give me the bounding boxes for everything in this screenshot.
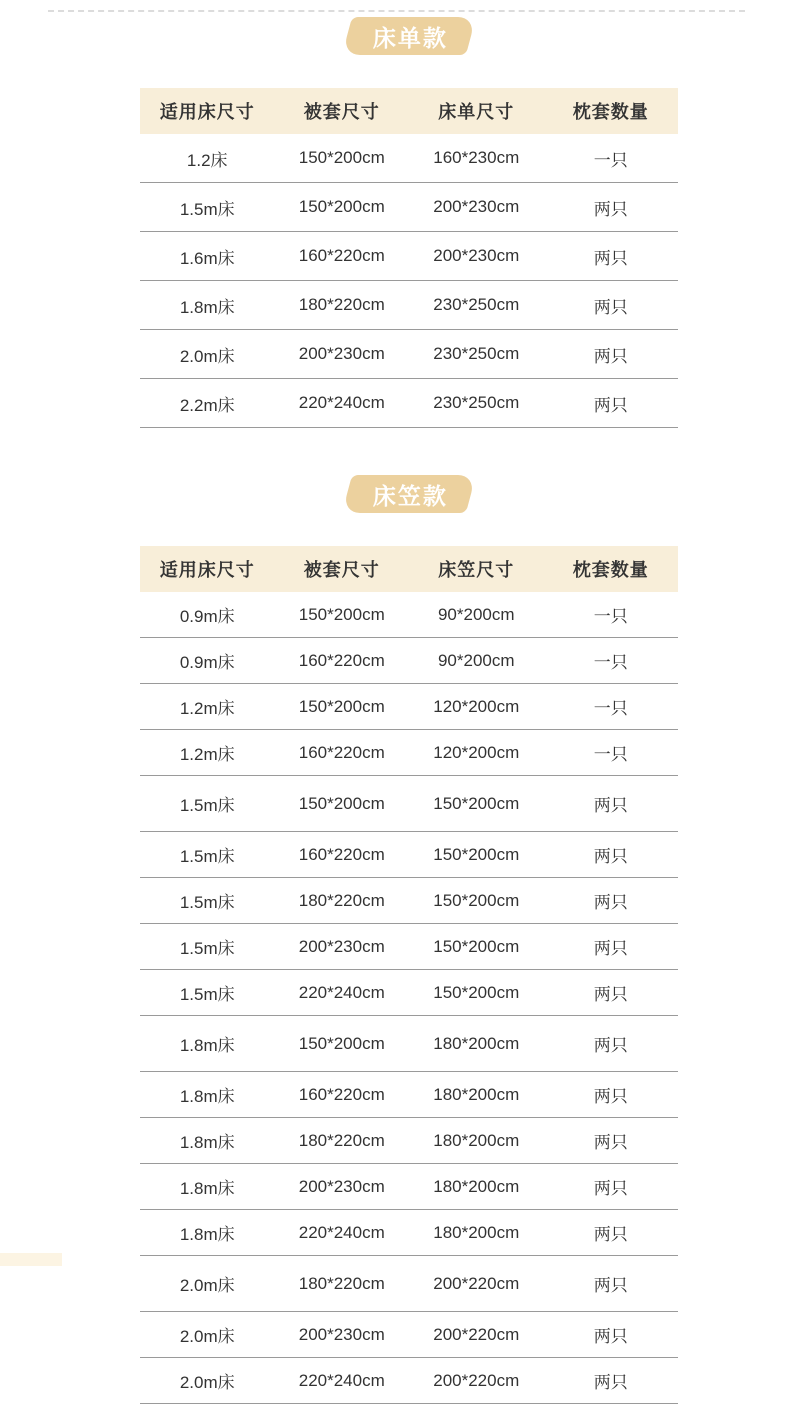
table-cell: 120*200cm: [433, 696, 520, 716]
table-cell: 200*230cm: [298, 936, 385, 956]
table-cell: 200*230cm: [298, 344, 385, 363]
table-cell: 两只: [593, 199, 628, 219]
table-cell: 180*200cm: [433, 1033, 520, 1053]
table-header-row: [140, 88, 678, 134]
table-cell: 200*230cm: [298, 1324, 385, 1344]
table-cell: 两只: [593, 1276, 628, 1295]
table-cell: 200*220cm: [433, 1370, 520, 1390]
table-cell: 160*220cm: [298, 246, 385, 265]
table-row: [140, 924, 678, 970]
table-body: [140, 134, 678, 428]
table-row: [140, 638, 678, 684]
style-badge-label: 床单款: [372, 24, 448, 51]
table-cell: 180*220cm: [298, 295, 385, 314]
table-cell: 两只: [593, 847, 628, 866]
table-cell: 两只: [593, 1087, 628, 1106]
header-cell: 枕套数量: [572, 560, 649, 580]
table-cell: 160*220cm: [298, 1084, 385, 1104]
table-row: [140, 832, 678, 878]
size-table: [140, 475, 678, 1404]
style-badge-wrap: [140, 17, 678, 55]
table-cell: 两只: [593, 1225, 628, 1244]
table-cell: 120*200cm: [433, 742, 520, 762]
table-cell: 150*200cm: [433, 890, 520, 910]
table-cell: 180*200cm: [433, 1176, 520, 1196]
table-cell: 一只: [593, 607, 628, 626]
table-cell: 1.2床: [186, 150, 228, 170]
header-cell: 枕套数量: [572, 102, 649, 122]
table-cell: 230*250cm: [433, 295, 520, 314]
table-cell: 1.2m床: [179, 745, 235, 764]
table-cell: 一只: [593, 150, 628, 170]
table-row: [140, 684, 678, 730]
table-cell: 200*230cm: [433, 246, 520, 265]
table-cell: 150*200cm: [298, 148, 385, 167]
table-cell: 160*230cm: [433, 148, 520, 167]
style-badge-wrap: [140, 475, 678, 513]
table-row: [140, 1210, 678, 1256]
table-cell: 220*240cm: [298, 1222, 385, 1242]
header-cell: 被套尺寸: [303, 560, 380, 580]
table-cell: 150*200cm: [298, 793, 385, 813]
table-cell: 1.8m床: [179, 1133, 235, 1152]
table-cell: 两只: [593, 796, 628, 815]
header-cell: 被套尺寸: [303, 102, 380, 122]
left-accent-bar: [0, 1253, 62, 1266]
table-body: [140, 592, 678, 1404]
table-cell: 160*220cm: [298, 650, 385, 670]
table-cell: 一只: [593, 653, 628, 672]
table-row: [140, 1312, 678, 1358]
table-cell: 200*230cm: [298, 1176, 385, 1196]
table-row: [140, 1358, 678, 1404]
table-row: [140, 1164, 678, 1210]
size-table: [140, 17, 678, 428]
table-cell: 90*200cm: [437, 650, 515, 670]
table-cell: 两只: [593, 1373, 628, 1392]
table-cell: 1.5m床: [179, 199, 235, 219]
table-row: [140, 730, 678, 776]
table-row: [140, 592, 678, 638]
table-cell: 1.5m床: [179, 796, 235, 815]
table-cell: 230*250cm: [433, 344, 520, 363]
table-row: [140, 281, 678, 330]
table-cell: 180*200cm: [433, 1222, 520, 1242]
table-cell: 两只: [593, 297, 628, 317]
header-cell: 适用床尺寸: [159, 560, 255, 580]
table-cell: 0.9m床: [179, 607, 235, 626]
table-cell: 两只: [593, 248, 628, 268]
table-cell: 180*220cm: [298, 1273, 385, 1293]
table-row: [140, 1256, 678, 1312]
table-row: [140, 134, 678, 183]
table-cell: 2.0m床: [179, 346, 235, 366]
table-header-row: [140, 546, 678, 592]
table-row: [140, 1072, 678, 1118]
table-cell: 两只: [593, 395, 628, 415]
table-cell: 1.8m床: [179, 1179, 235, 1198]
table-cell: 160*220cm: [298, 742, 385, 762]
table-cell: 1.8m床: [179, 1087, 235, 1106]
table-row: [140, 776, 678, 832]
table-cell: 150*200cm: [433, 936, 520, 956]
table-cell: 1.8m床: [179, 1225, 235, 1244]
table-cell: 2.0m床: [179, 1327, 235, 1346]
table-cell: 两只: [593, 346, 628, 366]
table-cell: 1.6m床: [179, 248, 235, 268]
table-cell: 1.5m床: [179, 985, 235, 1004]
style-badge: [342, 475, 476, 513]
table-cell: 0.9m床: [179, 653, 235, 672]
table-cell: 2.0m床: [179, 1276, 235, 1295]
table-cell: 160*220cm: [298, 844, 385, 864]
header-cell: 床笠尺寸: [438, 560, 515, 580]
table-cell: 180*220cm: [298, 890, 385, 910]
table-cell: 两只: [593, 1327, 628, 1346]
table-cell: 180*200cm: [433, 1130, 520, 1150]
table-cell: 一只: [593, 745, 628, 764]
table-cell: 一只: [593, 699, 628, 718]
table-cell: 两只: [593, 985, 628, 1004]
table-cell: 200*230cm: [433, 197, 520, 216]
table-cell: 180*220cm: [298, 1130, 385, 1150]
table-row: [140, 970, 678, 1016]
table-row: [140, 1016, 678, 1072]
table-cell: 150*200cm: [298, 696, 385, 716]
table-cell: 150*200cm: [298, 197, 385, 216]
table-cell: 1.2m床: [179, 699, 235, 718]
table-cell: 200*220cm: [433, 1273, 520, 1293]
table-cell: 两只: [593, 1179, 628, 1198]
table-cell: 两只: [593, 939, 628, 958]
table-cell: 220*240cm: [298, 393, 385, 412]
table-cell: 2.2m床: [179, 395, 235, 415]
table-cell: 两只: [593, 893, 628, 912]
table-cell: 1.8m床: [179, 1036, 235, 1055]
table-cell: 1.5m床: [179, 893, 235, 912]
table-cell: 两只: [593, 1036, 628, 1055]
table-row: [140, 330, 678, 379]
table-row: [140, 183, 678, 232]
table-cell: 200*220cm: [433, 1324, 520, 1344]
table-cell: 150*200cm: [433, 844, 520, 864]
table-cell: 90*200cm: [437, 604, 515, 624]
table-cell: 180*200cm: [433, 1084, 520, 1104]
header-cell: 适用床尺寸: [159, 102, 255, 122]
table-cell: 2.0m床: [179, 1373, 235, 1392]
table-cell: 150*200cm: [298, 1033, 385, 1053]
table-cell: 230*250cm: [433, 393, 520, 412]
header-cell: 床单尺寸: [438, 102, 515, 122]
table-cell: 150*200cm: [298, 604, 385, 624]
table-cell: 1.5m床: [179, 847, 235, 866]
table-cell: 1.5m床: [179, 939, 235, 958]
table-cell: 两只: [593, 1133, 628, 1152]
table-cell: 220*240cm: [298, 982, 385, 1002]
table-cell: 1.8m床: [179, 297, 235, 317]
table-cell: 150*200cm: [433, 982, 520, 1002]
table-row: [140, 878, 678, 924]
table-row: [140, 232, 678, 281]
style-badge-label: 床笠款: [372, 482, 448, 509]
style-badge: [342, 17, 476, 55]
table-cell: 150*200cm: [433, 793, 520, 813]
table-row: [140, 1118, 678, 1164]
table-row: [140, 379, 678, 428]
table-cell: 220*240cm: [298, 1370, 385, 1390]
